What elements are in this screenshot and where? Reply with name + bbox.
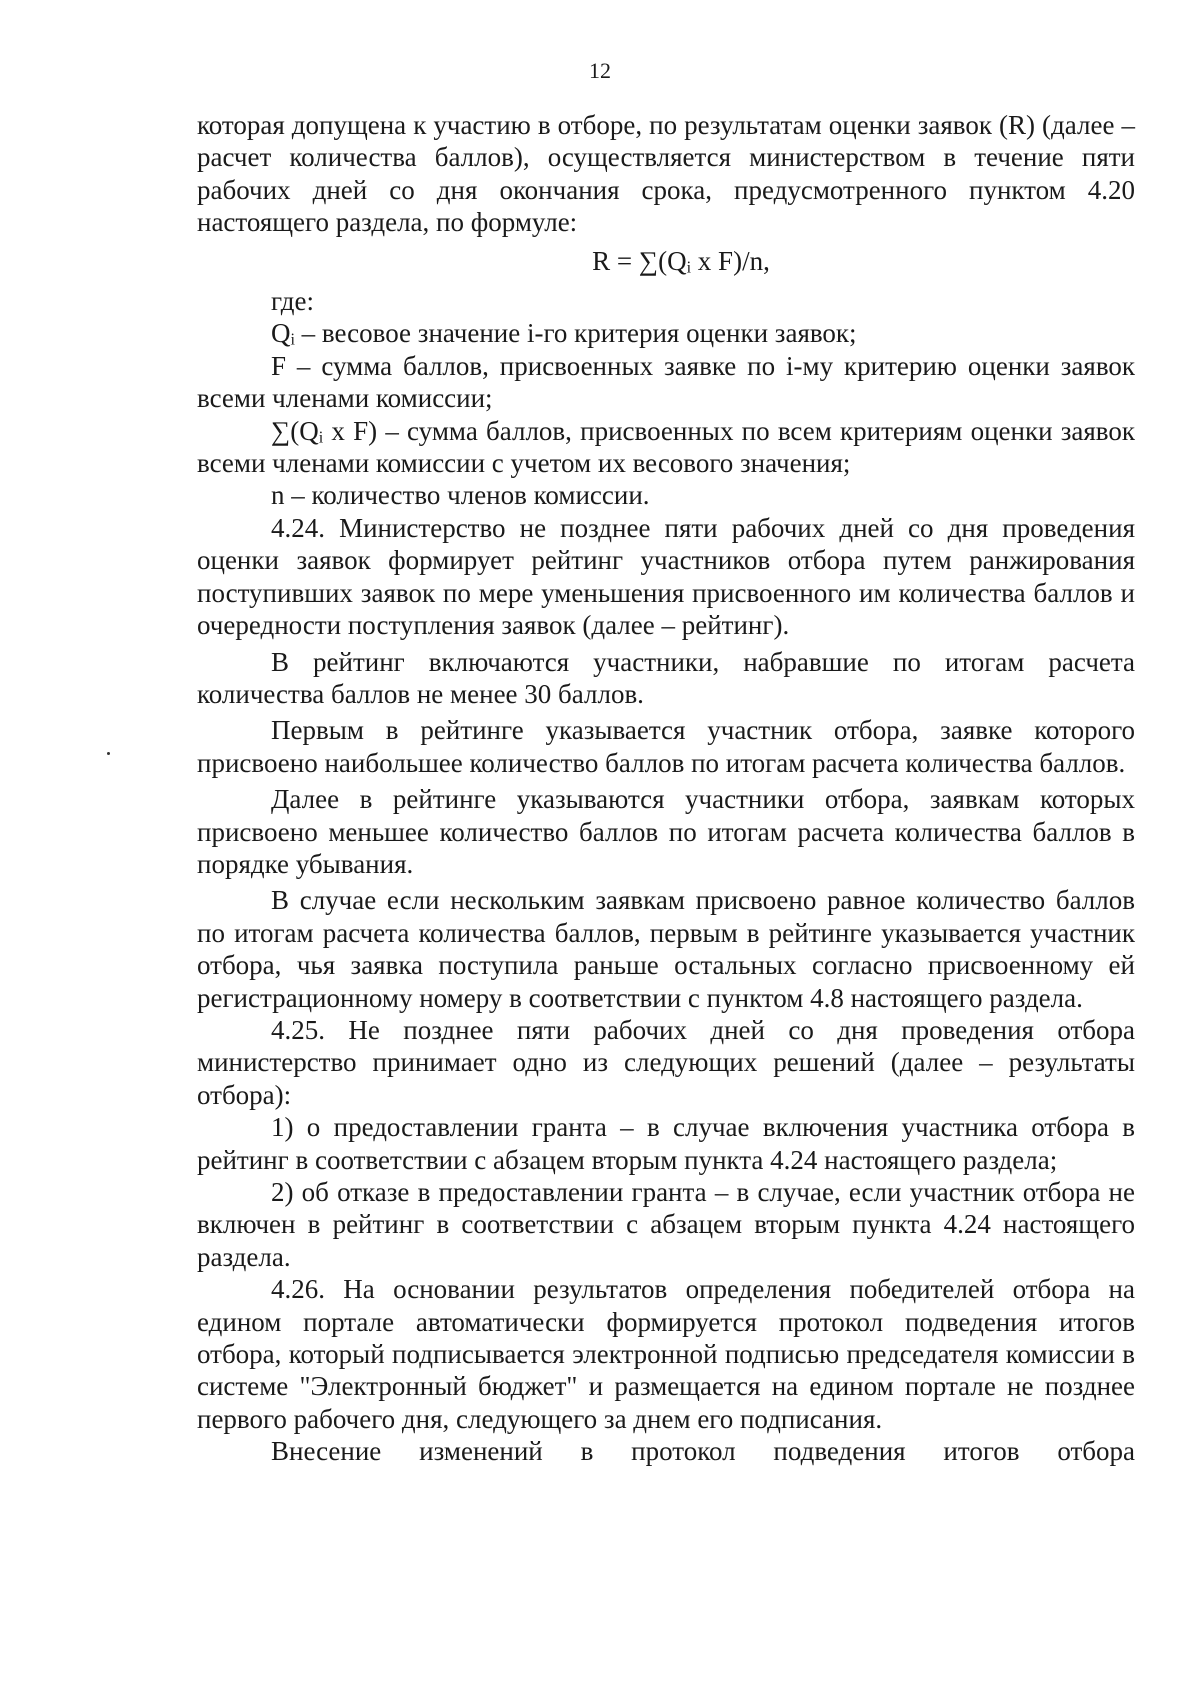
paragraph-4-24: 4.24. Министерство не позднее пяти рабочих дней со дня проведения оценки заявок формирует рейтинг участников отбора путем ранжирования поступивших заявок по мере уменьшения присвоенного им количества баллов и очередности поступления заявок (далее – рейтинг). bbox=[197, 512, 1135, 641]
scan-speck bbox=[107, 752, 110, 755]
list-item-2: 2) об отказе в предоставлении гранта – в случае, если участник отбора не включен в рейтинг в соответствии с абзацем вторым пункта 4.24 настоящего раздела. bbox=[197, 1177, 1135, 1272]
paragraph-4-26: 4.26. На основании результатов определения победителей отбора на едином портале автоматически формируется протокол подведения итогов отбора, который подписывается электронной подписью председателя комиссии в системе "Электронный бюджет" и размещается на едином портале не позднее первого рабочего дня, следующего за днем его подписания. bbox=[197, 1274, 1135, 1434]
formula: R = ∑(Qᵢ x F)/n, bbox=[592, 245, 770, 276]
paragraph-amendments: Внесение изменений в протокол подведения итогов отбора bbox=[271, 1436, 1135, 1467]
paragraph-rating-inclusion: В рейтинг включаются участники, набравшие по итогам расчета количества баллов не менее 30 баллов. bbox=[197, 646, 1135, 709]
page-number: 12 bbox=[589, 58, 611, 83]
definition-sum: ∑(Qᵢ x F) – сумма баллов, присвоенных по всем критериям оценки заявок всеми членами комиссии с учетом их весового значения; bbox=[197, 415, 1135, 479]
paragraph-rating-tie: В случае если нескольким заявкам присвоено равное количество баллов по итогам расчета количества баллов, первым в рейтинге указывается участник отбора, чья заявка поступила раньше остальных согласно присвоенному ей регистрационному номеру в соответствии с пунктом 4.8 настоящего раздела. bbox=[197, 885, 1135, 1013]
paragraph-where: где: bbox=[271, 286, 314, 317]
document-body bbox=[197, 109, 1135, 1468]
definition-n: n – количество членов комиссии. bbox=[271, 480, 650, 511]
paragraph-rating-next: Далее в рейтинге указываются участники отбора, заявкам которых присвоено меньшее количество баллов по итогам расчета количества баллов в порядке убывания. bbox=[197, 784, 1135, 879]
paragraph-rating-first: Первым в рейтинге указывается участник отбора, заявке которого присвоено наибольшее количество баллов по итогам расчета количества баллов. bbox=[197, 715, 1135, 778]
paragraph-4-25: 4.25. Не позднее пяти рабочих дней со дня проведения отбора министерство принимает одно из следующих решений (далее – результаты отбора): bbox=[197, 1014, 1135, 1110]
definition-f: F – сумма баллов, присвоенных заявке по i-му критерию оценки заявок всеми членами комиссии; bbox=[197, 350, 1135, 414]
paragraph-continuation: которая допущена к участию в отборе, по результатам оценки заявок (R) (далее – расчет количества баллов), осуществляется министерством в течение пяти рабочих дней со дня окончания срока, предусмотренного пунктом 4.20 настоящего раздела, по формуле: bbox=[197, 110, 1135, 238]
definition-qi: Qᵢ – весовое значение i-го критерия оценки заявок; bbox=[271, 318, 857, 349]
list-item-1: 1) о предоставлении гранта – в случае включения участника отбора в рейтинг в соответствии с абзацем вторым пункта 4.24 настоящего раздела; bbox=[197, 1112, 1135, 1175]
